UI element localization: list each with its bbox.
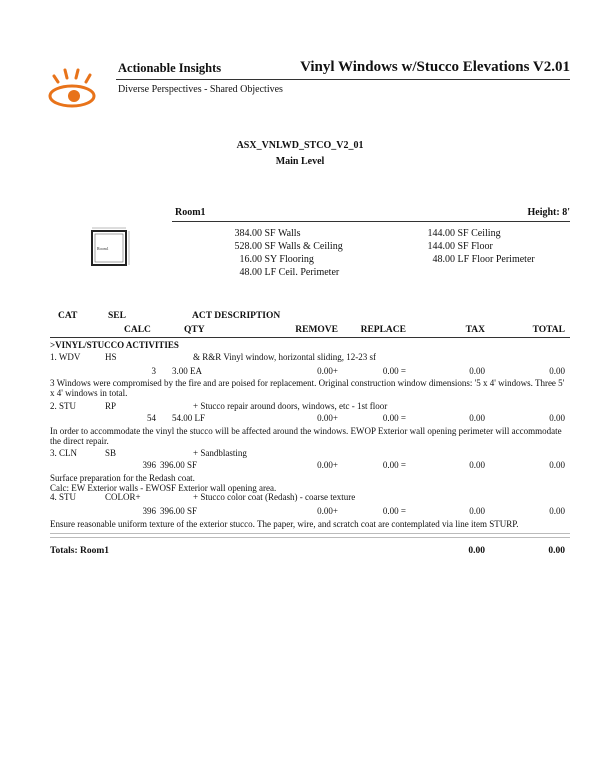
totals-divider-top [50,533,570,534]
item-desc: + Stucco color coat (Redash) - coarse texture [193,492,356,502]
item-note: 3 Windows were compromised by the fire and are poised for replacement. Original construction window dimensions: '5 x 4' windows. Three 5' x 4' windows in total. [50,378,565,398]
item-replace: 0.00 = [382,413,406,423]
item-remove: 0.00+ [317,413,338,423]
header-divider [116,79,570,80]
item-remove: 0.00+ [317,460,338,470]
room-header [175,207,570,218]
col-remove: REMOVE [295,325,338,335]
measurements-right: 144.00 SF Ceiling 144.00 SF Floor 48.00 LF Floor Perimeter [427,228,535,265]
measurements-left: 384.00 SF Walls 528.00 SF Walls & Ceiling 16.00 SY Flooring 48.00 LF Ceil. Perimeter [234,228,343,278]
room-divider [172,221,570,222]
room-diagram [88,227,132,267]
item-tax: 0.00 [469,460,485,470]
col-replace: REPLACE [360,325,406,335]
item-replace: 0.00 = [382,460,406,470]
section-title: >VINYL/STUCCO ACTIVITIES [50,340,179,350]
item-qty: 396.00 SF [160,506,198,516]
item-tax: 0.00 [469,366,485,376]
col-act-desc: ACT DESCRIPTION [192,311,281,321]
totals-total: 0.00 [548,546,565,556]
totals-divider-bottom [50,537,570,538]
document-title: Vinyl Windows w/Stucco Elevations V2.01 [300,59,570,75]
columns-divider [50,337,570,338]
col-cat: CAT [58,311,78,321]
room-height: Height: 8' [527,207,570,218]
item-note: Ensure reasonable uniform texture of the exterior stucco. The paper, wire, and scratch coat are contemplated via line item STURP. [50,519,519,529]
item-total: 0.00 [549,366,565,376]
item-sel: COLOR+ [105,492,141,502]
item-sel: SB [105,448,117,458]
item-qty: 396.00 SF [160,460,198,470]
item-calc-note: Calc: EW Exterior walls - EWOSF Exterior wall opening area. [50,483,277,493]
item-tax: 0.00 [469,506,485,516]
item-cat: 1. WDV [50,352,81,362]
item-desc: + Sandblasting [193,448,247,458]
col-calc: CALC [124,325,151,335]
item-tax: 0.00 [469,413,485,423]
item-qty: 54.00 LF [172,413,206,423]
col-qty: QTY [184,325,205,335]
item-sel: RP [105,401,117,411]
col-tax: TAX [465,325,485,335]
item-desc: + Stucco repair around doors, windows, etc - 1st floor [193,401,388,411]
item-desc: & R&R Vinyl window, horizontal sliding, 12-23 sf [193,352,376,362]
item-calc: 396 [142,506,156,516]
room-name: Room1 [175,207,206,218]
item-calc: 54 [147,413,156,423]
totals-tax: 0.00 [468,546,485,556]
company-name: Actionable Insights [118,61,222,75]
item-total: 0.00 [549,506,565,516]
item-qty: 3.00 EA [172,366,202,376]
item-remove: 0.00+ [317,506,338,516]
room-diagram-label: Room1 [97,246,109,251]
item-note: In order to accommodate the vinyl the stucco will be affected around the windows. EWOP Exterior wall opening perimeter will accommodate the direct repair. [50,426,562,446]
item-calc: 396 [142,460,156,470]
item-sel: HS [105,352,117,362]
item-replace: 0.00 = [382,366,406,376]
estimate-code: ASX_VNLWD_STCO_V2_01 [236,140,364,151]
totals-label: Totals: Room1 [50,546,110,556]
item-cat: 3. CLN [50,448,77,458]
item-note: Surface preparation for the Redash coat. [50,473,195,483]
company-tagline: Diverse Perspectives - Shared Objectives [118,84,283,95]
col-sel: SEL [108,311,126,321]
item-total: 0.00 [549,413,565,423]
item-cat: 4. STU [50,492,77,502]
item-replace: 0.00 = [382,506,406,516]
item-calc: 3 [151,366,156,376]
col-total: TOTAL [532,325,565,335]
eye-logo-icon [46,66,100,112]
level-title: Main Level [275,156,325,167]
item-total: 0.00 [549,460,565,470]
item-cat: 2. STU [50,401,77,411]
item-remove: 0.00+ [317,366,338,376]
